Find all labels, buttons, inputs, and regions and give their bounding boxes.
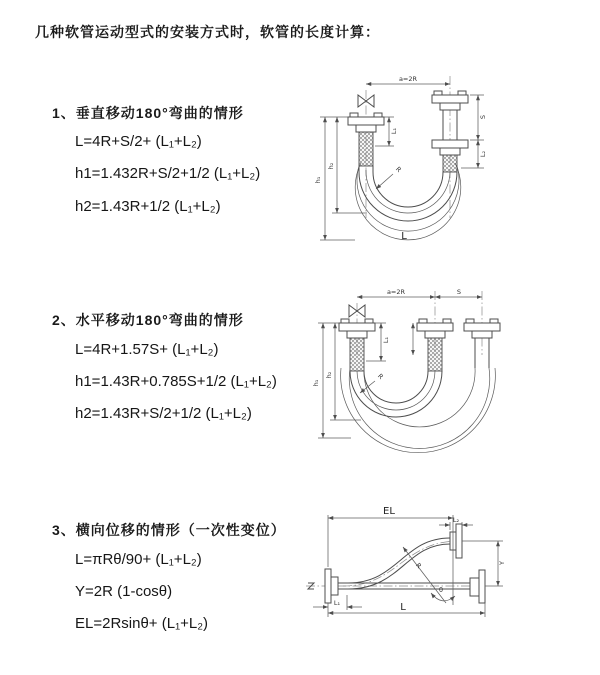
left-flange	[348, 113, 384, 132]
dimension-h1	[312, 323, 351, 438]
dimension-l	[328, 602, 485, 617]
dimension-el	[328, 506, 453, 605]
section-1-formula-h1: h1=1.432R+S/2+1/2 (L₁+L₂)	[75, 165, 261, 182]
right-flange	[464, 319, 500, 338]
diagram-lateral-displacement	[303, 497, 598, 657]
dimension-a2r	[357, 288, 435, 297]
dim-label-s: S	[456, 288, 462, 296]
dim-label-y: Y	[498, 561, 506, 565]
upper-flange-displaced	[450, 524, 462, 558]
dim-label-l2: L₂	[479, 150, 487, 158]
braided-hose-left	[359, 132, 373, 166]
diagram-vertical-180-bend	[303, 68, 588, 258]
section-1-formula-L: L=4R+S/2+ (L₁+L₂)	[75, 133, 202, 150]
s-curve-hose	[348, 538, 450, 589]
section-2-heading: 2、水平移动180°弯曲的情形	[52, 312, 244, 328]
section-1-heading: 1、垂直移动180°弯曲的情形	[52, 105, 244, 121]
dimension-s	[470, 95, 487, 140]
dim-label-L: L	[401, 231, 407, 242]
dim-label-L: L	[400, 602, 406, 613]
middle-flange	[417, 319, 453, 338]
dim-label-l1: L₁	[382, 336, 390, 344]
dim-label-l1: L₁	[333, 599, 341, 607]
section-2-formula-L: L=4R+1.57S+ (L₁+L₂)	[75, 341, 219, 358]
dim-label-s: S	[479, 114, 487, 120]
dim-label-h2: h₂	[325, 371, 333, 379]
dim-label-r: R	[375, 372, 385, 382]
section-3-formula-Y: Y=2R (1-cosθ)	[75, 583, 173, 600]
braided-hose-middle	[428, 338, 442, 371]
page-title: 几种软管运动型式的安装方式时，软管的长度计算：	[35, 24, 380, 40]
radius-callout	[403, 547, 446, 603]
dim-label-h2: h₂	[327, 162, 335, 170]
section-3-heading: 3、横向位移的情形（一次性变位）	[52, 522, 286, 538]
dim-label-l1: L₁	[390, 127, 398, 135]
section-3-formula-L: L=πRθ/90+ (L₁+L₂)	[75, 551, 202, 568]
dim-label-h1: h₁	[312, 379, 320, 387]
braided-hose-left	[350, 338, 364, 371]
left-flange	[325, 569, 338, 603]
dimension-l1	[313, 595, 362, 610]
section-3-formula-EL: EL=2Rsinθ+ (L₁+L₂)	[75, 615, 209, 632]
right-flange-initial	[470, 570, 485, 603]
u-bend-hose	[355, 163, 461, 240]
dim-label-theta: θ	[439, 586, 443, 594]
section-1-formula-h2: h2=1.43R+1/2 (L₁+L₂)	[75, 198, 221, 215]
radius-callout	[376, 165, 403, 189]
dim-label-r: R	[414, 561, 424, 571]
diagram-horizontal-180-bend	[303, 283, 598, 463]
right-flange-lower	[432, 140, 468, 155]
dimension-s	[435, 288, 482, 297]
dim-label-a2r: a=2R	[398, 75, 418, 83]
dimension-a2r	[366, 75, 450, 84]
section-2-formula-h2: h2=1.43R+S/2+1/2 (L₁+L₂)	[75, 405, 252, 422]
dim-label-a2r: a=2R	[386, 288, 406, 296]
section-2-formula-h1: h1=1.43R+0.785S+1/2 (L₁+L₂)	[75, 373, 277, 390]
dimension-h1	[314, 117, 355, 240]
dim-label-el: EL	[383, 506, 395, 517]
dim-label-h1: h₁	[314, 176, 322, 184]
u-bend-hose	[341, 368, 496, 453]
dim-label-r: R	[393, 165, 403, 175]
dim-label-l2: L₂	[452, 516, 460, 524]
